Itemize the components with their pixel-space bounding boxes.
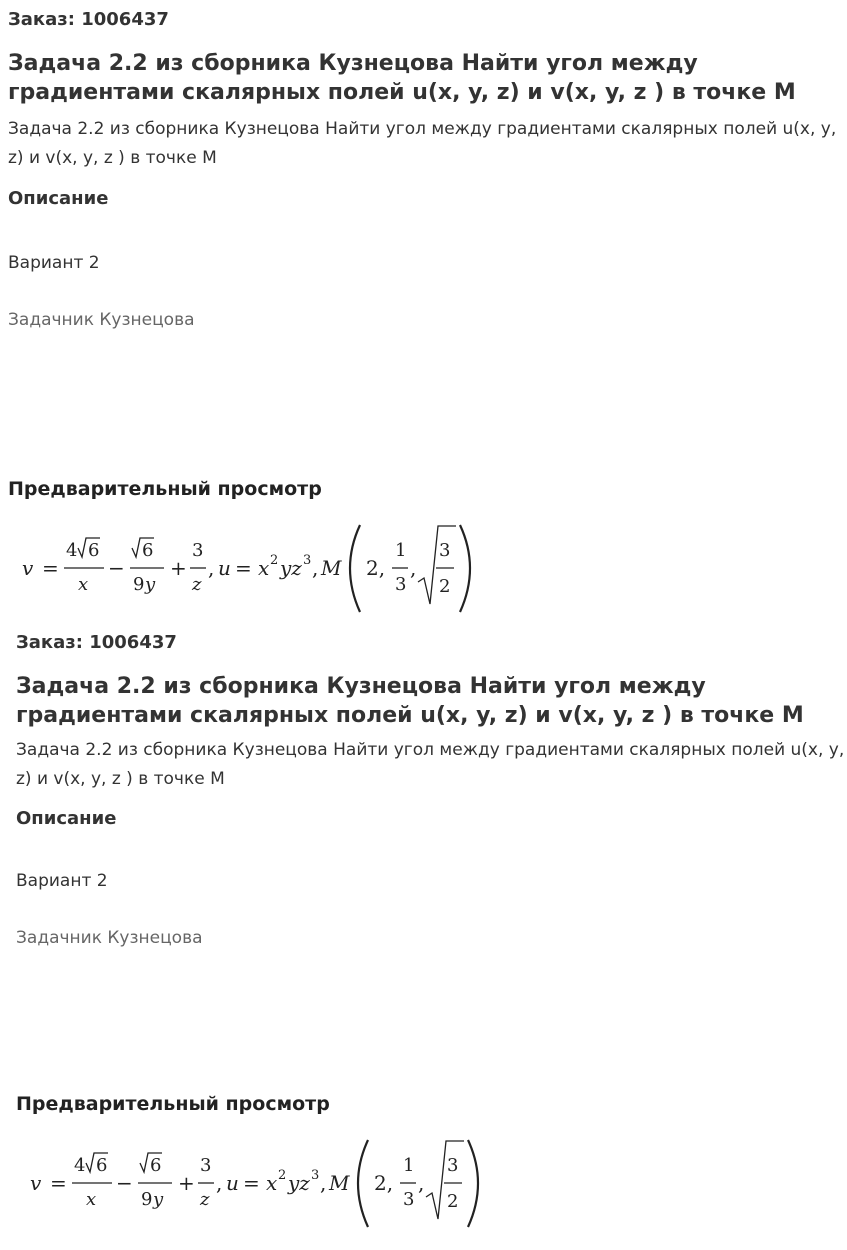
formula-eq: = [42, 556, 59, 580]
formula-f2-den-coef: 9 [141, 1189, 153, 1210]
formula-preview [20, 520, 500, 620]
formula-p2-den: 3 [403, 1189, 415, 1210]
formula-f3-den: z [192, 574, 202, 595]
formula-plus: + [170, 556, 187, 580]
preview-heading: Предварительный просмотр [8, 478, 322, 500]
preview-heading: Предварительный просмотр [16, 1093, 330, 1115]
formula-graphic [20, 520, 500, 620]
formula-graphic [28, 1135, 508, 1235]
page-title: Задача 2.2 из сборника Кузнецова Найти угол между градиентами скалярных полей u(x, y, z) и v(x, y, z ) в точке M [16, 674, 804, 728]
order-number: Заказ: 1006437 [16, 632, 177, 653]
formula-v: v [30, 1171, 42, 1195]
formula-u-x-exp: 2 [278, 1168, 287, 1183]
variant-label: Вариант 2 [8, 253, 100, 273]
book-label: Задачник Кузнецова [8, 310, 195, 330]
formula-f1-coef: 4 [66, 540, 78, 561]
formula-p2-num: 1 [395, 540, 407, 561]
lead-text: Задача 2.2 из сборника Кузнецова Найти угол между градиентами скалярных полей u(x, y, z) и v(x, y, z ) в точке M [16, 740, 845, 789]
formula-comma: , [312, 556, 319, 580]
formula-minus: − [108, 556, 125, 580]
formula-comma: , [418, 1171, 425, 1195]
book-label: Задачник Кузнецова [16, 928, 203, 948]
formula-f1-den: x [86, 1189, 97, 1210]
formula-f1-rad: 6 [88, 540, 100, 561]
right-paren-icon [468, 1140, 478, 1227]
formula-u-x: x [258, 556, 270, 580]
formula-u-x: x [266, 1171, 278, 1195]
formula-f2-den-coef: 9 [133, 574, 145, 595]
formula-plus: + [178, 1171, 195, 1195]
variant-label: Вариант 2 [16, 871, 108, 891]
formula-p2-den: 3 [395, 574, 407, 595]
formula-p2-num: 1 [403, 1155, 415, 1176]
formula-f3-num: 3 [200, 1155, 212, 1176]
formula-f3-num: 3 [192, 540, 204, 561]
formula-f2-rad: 6 [150, 1155, 162, 1176]
formula-u-z-exp: 3 [303, 553, 312, 568]
formula-eq: = [50, 1171, 67, 1195]
description-heading: Описание [16, 808, 117, 829]
lead-text: Задача 2.2 из сборника Кузнецова Найти угол между градиентами скалярных полей u(x, y, z) и v(x, y, z ) в точке M [8, 119, 837, 168]
left-paren-icon [350, 525, 360, 612]
formula-u-yz: yz [280, 556, 302, 580]
page-title: Задача 2.2 из сборника Кузнецова Найти угол между градиентами скалярных полей u(x, y, z) и v(x, y, z ) в точке M [8, 51, 796, 105]
formula-eq: = [243, 1171, 260, 1195]
formula-u: u [218, 556, 231, 580]
right-paren-icon [460, 525, 470, 612]
formula-u-yz: yz [288, 1171, 310, 1195]
formula-point-name: M [321, 556, 342, 580]
formula-point-name: M [329, 1171, 350, 1195]
formula-comma: , [216, 1171, 223, 1195]
formula-p3-num: 3 [447, 1155, 459, 1176]
formula-p1: 2, [374, 1171, 394, 1195]
order-number: Заказ: 1006437 [8, 9, 169, 30]
formula-u-z-exp: 3 [311, 1168, 320, 1183]
formula-f1-coef: 4 [74, 1155, 86, 1176]
formula-f2-rad: 6 [142, 540, 154, 561]
description-heading: Описание [8, 188, 109, 209]
formula-u: u [226, 1171, 239, 1195]
formula-minus: − [116, 1171, 133, 1195]
formula-eq: = [235, 556, 252, 580]
formula-f3-den: z [200, 1189, 210, 1210]
left-paren-icon [358, 1140, 368, 1227]
formula-comma: , [208, 556, 215, 580]
formula-p3-den: 2 [439, 576, 451, 597]
formula-u-x-exp: 2 [270, 553, 279, 568]
formula-p3-num: 3 [439, 540, 451, 561]
formula-p3-den: 2 [447, 1191, 459, 1212]
formula-comma: , [320, 1171, 327, 1195]
formula-comma: , [410, 556, 417, 580]
formula-f2-den-var: y [145, 574, 156, 595]
formula-f2-den-var: y [153, 1189, 164, 1210]
formula-preview [28, 1135, 508, 1235]
formula-p1: 2, [366, 556, 386, 580]
formula-v: v [22, 556, 34, 580]
formula-f1-rad: 6 [96, 1155, 108, 1176]
formula-f1-den: x [78, 574, 89, 595]
